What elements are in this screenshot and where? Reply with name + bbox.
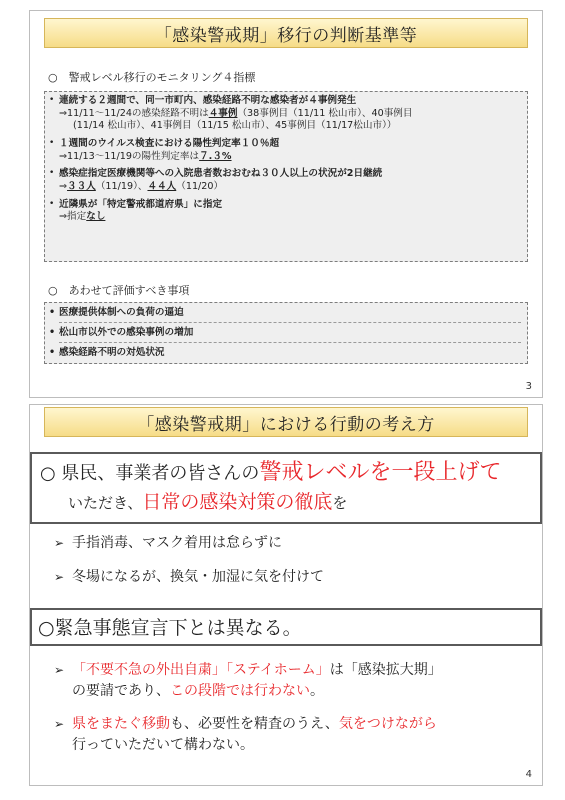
list-item: • 感染経路不明の対処状況: [59, 343, 521, 363]
evaluation-box: [44, 302, 528, 364]
section-heading-evaluation: ○ あわせて評価すべき事項: [48, 284, 190, 297]
slide-title: [44, 407, 528, 437]
slide-3: [29, 10, 543, 398]
slide-title-text: 「感染警戒期」移行の判断基準等: [154, 25, 418, 46]
slide-title-text: 「感染警戒期」における行動の考え方: [137, 414, 435, 435]
slide-title: [44, 18, 528, 48]
indicator-item: • 近隣県が「特定警戒都道府県」に指定 ⇒指定なし: [59, 199, 521, 224]
bullet-item: ➢ 「不要不急の外出自粛」「ステイホーム」は「感染拡大期」 の要請であり、この段階では行わない。: [54, 662, 442, 699]
arrow-icon: ➢: [54, 717, 65, 731]
indicators-box: [44, 91, 528, 262]
arrow-icon: ➢: [54, 570, 65, 584]
key-message-box: ○ 県民、事業者の皆さんの警戒レベルを一段上げて いただき、日常の感染対策の徹底を: [30, 452, 542, 524]
slide-4: [29, 404, 543, 786]
arrow-icon: ➢: [54, 536, 65, 550]
bullet-item: ➢ 冬場になるが、換気・加湿に気を付けて: [54, 567, 532, 588]
bullet-item: ➢ 県をまたぐ移動も、必要性を精査のうえ、気をつけながら 行っていただいて構わない。: [54, 716, 437, 753]
page-number: 3: [525, 381, 532, 392]
state-of-emergency-box: ○緊急事態宣言下とは異なる。: [30, 608, 542, 646]
indicator-item: • 感染症指定医療機関等への入院患者数おおむね３０人以上の状況が2日継続 ⇒３３人（11/19）、４４人（11/20）: [59, 168, 521, 193]
arrow-icon: ➢: [54, 663, 65, 677]
page-number: 4: [525, 769, 532, 780]
indicator-item: • 連続する２週間で、同一市町内、感染経路不明な感染者が４事例発生 ⇒11/11～11/24の感染経路不明は４事例（38事例目（11/11 松山市）、40事例目 (11/14 松山市）、41事例目（11/15 松山市）、45事例目（11/17松山市））: [59, 95, 521, 133]
list-item: • 医療提供体制への負荷の逼迫: [59, 303, 521, 323]
bullet-item: ➢ 手指消毒、マスク着用は怠らずに: [54, 533, 532, 554]
section-heading-indicators: ○ 警戒レベル移行のモニタリング４指標: [48, 71, 256, 84]
indicator-item: • １週間のウイルス検査における陽性判定率１０％超 ⇒11/13～11/19の陽性判定率は７.３%: [59, 138, 521, 163]
list-item: • 松山市以外での感染事例の増加: [59, 323, 521, 343]
